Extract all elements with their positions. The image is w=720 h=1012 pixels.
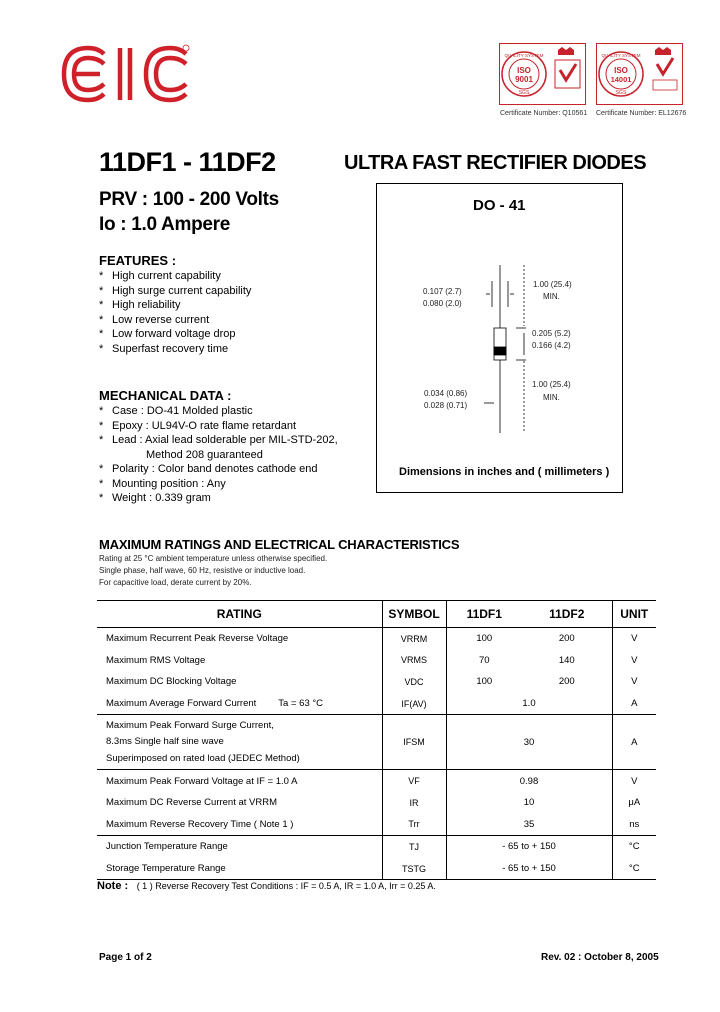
body-length-max: 0.205 (5.2) [532,329,571,338]
revision-date: Rev. 02 : October 8, 2005 [541,952,659,963]
lead-length-top-min: MIN. [543,292,560,301]
list-item: * High surge current capability [99,284,252,297]
list-item: * Weight : 0.339 gram [99,492,211,504]
table-row: Maximum DC Reverse Current at VRRM IR 10 μA [97,792,656,814]
list-item: * High current capability [99,270,221,282]
col-symbol: SYMBOL [382,601,446,628]
col-rating: RATING [97,601,382,628]
svg-text:9001: 9001 [515,75,533,84]
list-item: * Case : DO-41 Molded plastic [99,405,253,417]
svg-text:14001: 14001 [610,75,632,84]
svg-text:ISO: ISO [517,66,531,75]
lead-dia-min: 0.080 (2.0) [423,299,462,308]
svg-text:QUALITY SYSTEM: QUALITY SYSTEM [504,53,544,58]
table-row: Maximum Average Forward Current Ta = 63 °C IF(AV) 1.0 A [97,693,656,715]
features-list [99,269,251,356]
package-name: DO - 41 [473,197,526,214]
list-item: * Low reverse current [99,313,210,326]
prv-spec: PRV : 100 - 200 Volts [99,189,279,210]
lead-length-bottom: 1.00 (25.4) [532,380,571,389]
col-unit: UNIT [612,601,656,628]
svg-text:QUALITY SYSTEM: QUALITY SYSTEM [601,53,641,58]
table-row: Maximum RMS Voltage VRMS 70 140 V [97,650,656,672]
do41-outline-drawing [376,183,623,493]
iso-14001-certificate [596,43,683,105]
lead-length-bottom-min: MIN. [543,393,560,402]
io-spec: Io : 1.0 Ampere [99,214,231,235]
iso-9001-certificate [499,43,586,105]
part-number-title: 11DF1 - 11DF2 [99,147,276,177]
page-number: Page 1 of 2 [99,952,152,963]
table-header [97,601,656,628]
ratings-conditions: Rating at 25 °C ambient temperature unless otherwise specified. Single phase, half wave, 60 Hz, resistive or inductive load. For capacitive load, derate current by 20%. [99,554,328,587]
table-row: Storage Temperature Range TSTG - 65 to + 150 °C [97,858,656,880]
list-item: * Superfast recovery time [99,342,229,355]
product-description: ULTRA FAST RECTIFIER DIODES [344,152,647,174]
table-row: Maximum Peak Forward Surge Current, 8.3ms Single half sine wave Superimposed on rated load (JEDEC Method) IFSM 30 A [97,715,656,770]
table-row: Maximum Reverse Recovery Time ( Note 1 ) Trr 35 ns [97,814,656,836]
table-row: Maximum Peak Forward Voltage at IF = 1.0 A VF 0.98 V [97,770,656,792]
eic-logo [60,44,192,104]
ratings-heading: MAXIMUM RATINGS AND ELECTRICAL CHARACTERISTICS [99,537,460,552]
mechanical-list [99,404,338,506]
test-conditions-note: Note : ( 1 ) Reverse Recovery Test Conditions : IF = 0.5 A, IR = 1.0 A, Irr = 0.25 A. [97,880,436,892]
list-item: * High reliability [99,299,181,311]
col-11df1: 11DF1 [446,601,522,628]
list-item: * Mounting position : Any [99,477,226,490]
lead-dia-max: 0.107 (2.7) [423,287,462,296]
mechanical-heading: MECHANICAL DATA : [99,388,232,403]
list-item: * Polarity : Color band denotes cathode end [99,463,318,475]
col-11df2: 11DF2 [522,601,612,628]
wire-dia-max: 0.034 (0.86) [424,389,468,398]
iso-14001-cert-number: Certificate Number: EL12676 [596,110,687,117]
dimensions-caption: Dimensions in inches and ( millimeters ) [399,466,610,478]
table-row: Junction Temperature Range TJ - 65 to + 150 °C [97,836,656,858]
list-item: * Epoxy : UL94V-O rate flame retardant [99,419,297,432]
list-item: * Lead : Axial lead solderable per MIL-STD-202, [99,434,338,446]
svg-text:SGS: SGS [615,90,627,96]
body-length-min: 0.166 (4.2) [532,341,571,350]
svg-text:SGS: SGS [518,90,530,96]
features-heading: FEATURES : [99,253,177,268]
svg-text:ISO: ISO [614,66,628,75]
wire-dia-min: 0.028 (0.71) [424,401,468,410]
ratings-table [97,600,656,880]
table-row: Maximum DC Blocking Voltage VDC 100 200 V [97,671,656,693]
list-item: Method 208 guaranteed [146,448,263,461]
table-row: Maximum Recurrent Peak Reverse Voltage VRRM 100 200 V [97,628,656,650]
list-item: * Low forward voltage drop [99,328,236,340]
lead-length-top: 1.00 (25.4) [533,280,572,289]
iso-9001-cert-number: Certificate Number: Q10561 [500,110,588,117]
